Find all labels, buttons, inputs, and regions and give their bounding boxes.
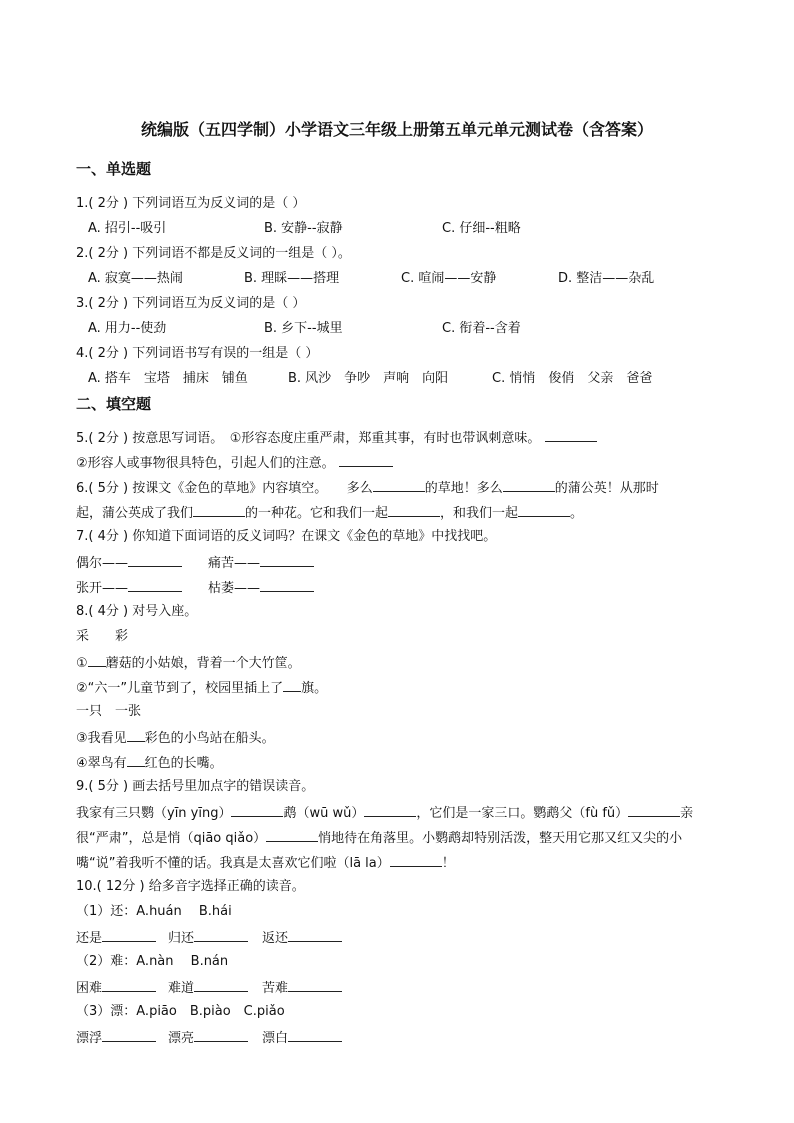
- question-8-stem: 8.( 4分 ) 对号入座。: [76, 604, 198, 619]
- question-7-item: [208, 553, 314, 573]
- sentence-text: ③我看见: [76, 731, 127, 746]
- question-6-text: 起，蒲公英成了我们: [76, 506, 194, 521]
- question-9-line-1: [76, 803, 693, 823]
- answer-blank[interactable]: [288, 1028, 342, 1042]
- question-8-sentence-4: [76, 753, 223, 773]
- sentence-text: ②“六一”儿童节到了，校园里插上了: [76, 681, 284, 696]
- question-4-stem: 4.( 2分 ) 下列词语书写有误的一组是（ ）: [76, 346, 319, 361]
- polyphone-word: 难道: [168, 981, 195, 996]
- question-7-word: 张开——: [76, 581, 129, 596]
- question-10-row: [262, 978, 342, 998]
- answer-blank[interactable]: [128, 553, 182, 567]
- answer-blank[interactable]: [260, 578, 314, 592]
- question-7-item: [76, 553, 182, 573]
- answer-blank[interactable]: [88, 653, 106, 667]
- question-3-option-a: A. 用力--使劲: [88, 321, 167, 336]
- answer-blank[interactable]: [102, 928, 156, 942]
- question-10-stem: 10.( 12分 ) 给多音字选择正确的读音。: [76, 879, 305, 894]
- question-8-word-options: 一只 一张: [76, 704, 142, 719]
- polyphone-word: 漂浮: [76, 1031, 103, 1046]
- answer-blank[interactable]: [194, 978, 248, 992]
- question-7-stem: 7.( 4分 ) 你知道下面词语的反义词吗？在课文《金色的草地》中找找吧。: [76, 529, 497, 544]
- answer-blank[interactable]: [339, 453, 393, 467]
- passage-text: 亲: [680, 806, 694, 821]
- sentence-text: ④翠鸟有: [76, 756, 127, 771]
- question-10-part-3-header: （3）漂：A.piāo B.piào C.piǎo: [76, 1004, 285, 1019]
- question-10-part-1-header: （1）还：A.huán B.hái: [76, 904, 232, 919]
- question-4-option-a: A. 搭车 宝塔 捕床 铺鱼: [88, 371, 248, 386]
- question-7-word: 枯萎——: [208, 581, 261, 596]
- answer-blank[interactable]: [128, 578, 182, 592]
- question-4-option-c: C. 悄悄 俊俏 父亲 爸爸: [492, 371, 653, 386]
- question-6-text: 6.( 5分 ) 按课文《金色的草地》内容填空。 多么: [76, 481, 373, 496]
- polyphone-word: 返还: [262, 931, 289, 946]
- passage-text: ，它们是一家三口。鹦鹉父（fù fǔ）: [416, 806, 629, 821]
- answer-blank[interactable]: [628, 803, 680, 817]
- answer-blank[interactable]: [260, 553, 314, 567]
- answer-blank[interactable]: [193, 503, 245, 517]
- question-2-option-d: D. 整洁——杂乱: [558, 271, 655, 286]
- question-9-line-3: [76, 853, 455, 873]
- polyphone-word: 归还: [168, 931, 195, 946]
- question-8-word-options: 采 彩: [76, 629, 129, 644]
- sentence-text: 蘑菇的小姑娘，背着一个大竹筐。: [105, 656, 301, 671]
- passage-text: 悄地待在角落里。小鹦鹉却特别活泼，整天用它那又红又尖的小: [318, 831, 683, 846]
- answer-blank[interactable]: [231, 803, 283, 817]
- question-9-line-2: [76, 828, 682, 848]
- question-3-option-c: C. 衔着--含着: [442, 321, 521, 336]
- answer-blank[interactable]: [102, 978, 156, 992]
- question-6-text: 的草地！多么: [424, 481, 503, 496]
- passage-text: 我家有三只鹦（yīn yīng）: [76, 806, 232, 821]
- question-6-line-2: [76, 503, 583, 523]
- question-6-text: ，和我们一起: [440, 506, 519, 521]
- sentence-text: 彩色的小鸟站在船头。: [144, 731, 275, 746]
- question-8-sentence-2: [76, 678, 327, 698]
- question-2-option-c: C. 喧闹——安静: [401, 271, 497, 286]
- polyphone-word: 漂白: [262, 1031, 289, 1046]
- question-2-option-b: B. 理睬——搭理: [244, 271, 340, 286]
- answer-blank[interactable]: [194, 1028, 248, 1042]
- question-2-option-a: A. 寂寞——热闹: [88, 271, 183, 286]
- question-7-item: [208, 578, 314, 598]
- polyphone-word: 漂亮: [168, 1031, 195, 1046]
- answer-blank[interactable]: [390, 853, 442, 867]
- question-5-line-2: [76, 453, 393, 473]
- question-1-option-b: B. 安静--寂静: [264, 221, 343, 236]
- passage-text: ！: [441, 856, 455, 871]
- sentence-text: 旗。: [301, 681, 328, 696]
- question-5-text-1: 5.( 2分 ) 按意思写词语。 ①形容态度庄重严肃，郑重其事，有时也带讽刺意味。: [76, 431, 541, 446]
- question-1-option-c: C. 仔细--粗略: [442, 221, 521, 236]
- answer-blank[interactable]: [518, 503, 570, 517]
- answer-blank[interactable]: [102, 1028, 156, 1042]
- question-10-row: [168, 978, 248, 998]
- question-10-row: [76, 978, 156, 998]
- question-7-word: 痛苦——: [208, 556, 261, 571]
- question-8-sentence-3: [76, 728, 275, 748]
- question-7-word: 偶尔——: [76, 556, 129, 571]
- section-heading-fill-in: 二、填空题: [76, 395, 152, 413]
- question-2-stem: 2.( 2分 ) 下列词语不都是反义词的一组是（ ）。: [76, 246, 351, 261]
- question-3-stem: 3.( 2分 ) 下列词语互为反义词的是（ ）: [76, 296, 306, 311]
- question-1-stem: 1.( 2分 ) 下列词语互为反义词的是（ ）: [76, 196, 306, 211]
- question-9-stem: 9.( 5分 ) 画去括号里加点字的错误读音。: [76, 779, 315, 794]
- answer-blank[interactable]: [364, 803, 416, 817]
- answer-blank[interactable]: [373, 478, 425, 492]
- answer-blank[interactable]: [288, 928, 342, 942]
- question-10-row: [168, 928, 248, 948]
- question-6-text: 。: [570, 506, 584, 521]
- answer-blank[interactable]: [194, 928, 248, 942]
- answer-blank[interactable]: [388, 503, 440, 517]
- polyphone-word: 苦难: [262, 981, 289, 996]
- question-10-row: [76, 928, 156, 948]
- question-10-row: [76, 1028, 156, 1048]
- answer-blank[interactable]: [283, 678, 301, 692]
- polyphone-word: 困难: [76, 981, 103, 996]
- answer-blank[interactable]: [503, 478, 555, 492]
- answer-blank[interactable]: [545, 428, 597, 442]
- question-7-item: [76, 578, 182, 598]
- passage-text: 很“严肃”，总是悄（qiāo qiǎo）: [76, 831, 267, 846]
- answer-blank[interactable]: [288, 978, 342, 992]
- passage-text: 鹉（wū wǔ）: [283, 806, 365, 821]
- item-number: ①: [76, 656, 88, 671]
- question-6-text: 的一种花。它和我们一起: [245, 506, 389, 521]
- section-heading-single-choice: 一、单选题: [76, 160, 152, 178]
- question-10-row: [168, 1028, 248, 1048]
- sentence-text: 红色的长嘴。: [144, 756, 223, 771]
- answer-blank[interactable]: [266, 828, 318, 842]
- question-10-row: [262, 1028, 342, 1048]
- polyphone-word: 还是: [76, 931, 103, 946]
- question-6-text: 的蒲公英！从那时: [554, 481, 659, 496]
- question-5-text-2: ②形容人或事物很具特色，引起人们的注意。: [76, 456, 335, 471]
- question-10-row: [262, 928, 342, 948]
- question-3-option-b: B. 乡下--城里: [264, 321, 343, 336]
- question-5-line-1: [76, 428, 597, 448]
- page-title: 统编版（五四学制）小学语文三年级上册第五单元单元测试卷（含答案）: [140, 120, 653, 139]
- question-10-part-2-header: （2）难：A.nàn B.nán: [76, 954, 229, 969]
- question-6-line-1: [76, 478, 659, 498]
- answer-blank[interactable]: [127, 753, 145, 767]
- passage-text: 嘴“说”着我听不懂的话。我真是太喜欢它们啦（lā la）: [76, 856, 390, 871]
- answer-blank[interactable]: [127, 728, 145, 742]
- question-1-option-a: A. 招引--吸引: [88, 221, 167, 236]
- question-4-option-b: B. 风沙 争吵 声响 向阳: [288, 371, 449, 386]
- question-8-sentence-1: [76, 653, 301, 673]
